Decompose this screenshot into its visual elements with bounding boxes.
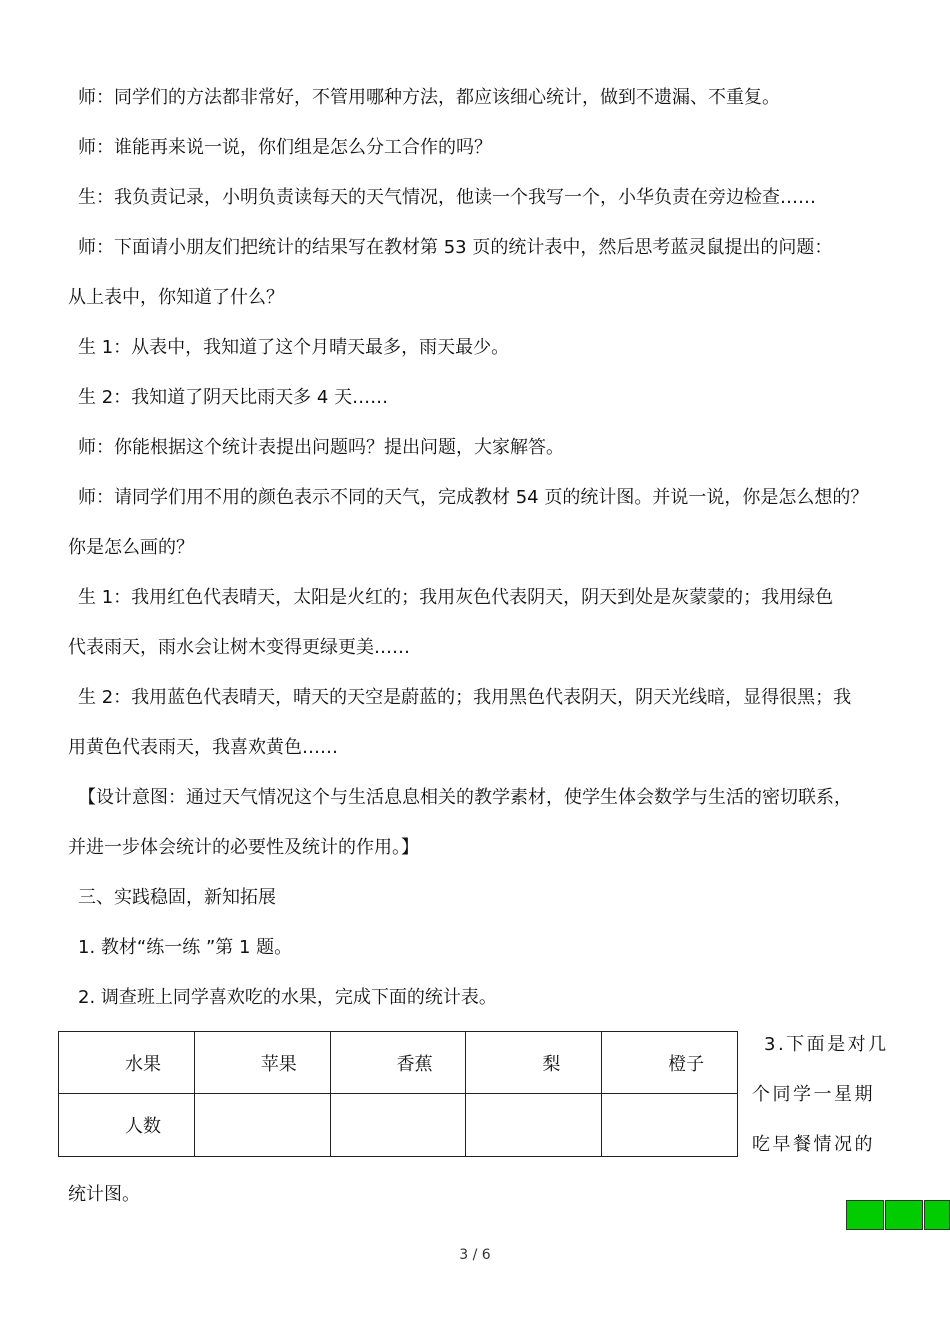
table-header-cell [330, 1032, 466, 1094]
paragraph-teacher-ask: 师：你能根据这个统计表提出问题吗？提出问题，大家解答。 [78, 437, 564, 458]
paragraph-teacher-record-line1: 师：下面请小朋友们把统计的结果写在教材第 53 页的统计表中，然后思考蓝灵鼠提出的问题： [78, 237, 833, 258]
table-cell [330, 1094, 466, 1157]
table-cell [194, 1094, 330, 1157]
paragraph-teacher-colors-line1: 师：请同学们用不用的颜色表示不同的天气，完成教材 54 页的统计图。并说一说，你是怎么想的？ [78, 487, 869, 508]
paragraph-teacher-question: 师：谁能再来说一说，你们组是怎么分工合作的吗？ [78, 137, 492, 158]
section-heading-practice: 三、实践稳固，新知拓展 [78, 887, 276, 908]
table-column-label: 橙子 [668, 1053, 705, 1075]
table-column-label: 梨 [542, 1053, 561, 1075]
exercise-item-3-line3: 吃早餐情况的 [752, 1134, 875, 1155]
exercise-item-1: 1. 教材“练一练 ”第 1 题。 [78, 937, 293, 958]
table-header-cell [194, 1032, 330, 1094]
paragraph-student2-colors-line2: 用黄色代表雨天，我喜欢黄色…… [68, 737, 338, 758]
table-header-cell [466, 1032, 602, 1094]
paragraph-design-intent-line1: 【设计意图：通过天气情况这个与生活息息相关的教学素材，使学生体会数学与生活的密切联系， [78, 787, 852, 808]
table-column-label: 苹果 [260, 1053, 297, 1075]
table-cell [466, 1094, 602, 1157]
breakfast-chart-cell [846, 1200, 884, 1230]
paragraph-teacher-colors-line2: 你是怎么画的？ [68, 537, 194, 558]
breakfast-chart-cell [924, 1200, 950, 1230]
exercise-item-2: 2. 调查班上同学喜欢吃的水果，完成下面的统计表。 [78, 987, 497, 1008]
table-column-label: 香蕉 [396, 1053, 433, 1075]
paragraph-teacher-methods: 师：同学们的方法都非常好，不管用哪种方法，都应该细心统计，做到不遗漏、不重复。 [78, 87, 780, 108]
table-header-cell [602, 1032, 738, 1094]
paragraph-teacher-record-line2: 从上表中，你知道了什么？ [68, 287, 284, 308]
paragraph-student1-colors-line1: 生 1：我用红色代表晴天，太阳是火红的；我用灰色代表阴天，阴天到处是灰蒙蒙的；我用绿色 [78, 587, 834, 608]
page-number: 3 / 6 [459, 1247, 491, 1263]
table-row-header-cell [59, 1094, 195, 1157]
table-header-row [59, 1032, 738, 1094]
paragraph-student1-colors-line2: 代表雨天，雨水会让树木变得更绿更美…… [68, 637, 410, 658]
exercise-item-3-line1: 3.下面是对几 [764, 1034, 889, 1055]
paragraph-student2-answer: 生 2：我知道了阴天比雨天多 4 天…… [78, 387, 389, 408]
exercise-item-3-line2: 个同学一星期 [752, 1084, 875, 1105]
breakfast-chart-cell [885, 1200, 923, 1230]
table-row [59, 1094, 738, 1157]
table-row-label: 人数 [125, 1116, 161, 1137]
table-header-label: 水果 [125, 1053, 161, 1075]
paragraph-student2-colors-line1: 生 2：我用蓝色代表晴天，晴天的天空是蔚蓝的；我用黑色代表阴天，阴天光线暗，显得很黑；我 [78, 687, 852, 708]
exercise-item-3-line4: 统计图。 [68, 1184, 140, 1205]
table-header-cell [59, 1032, 195, 1094]
paragraph-student1-answer: 生 1：从表中，我知道了这个月晴天最多，雨天最少。 [78, 337, 510, 358]
paragraph-student-division: 生：我负责记录，小明负责读每天的天气情况，他读一个我写一个，小华负责在旁边检查…… [78, 187, 816, 208]
table-cell [602, 1094, 738, 1157]
fruit-survey-table [58, 1031, 738, 1157]
paragraph-design-intent-line2: 并进一步体会统计的必要性及统计的作用。】 [68, 837, 419, 858]
